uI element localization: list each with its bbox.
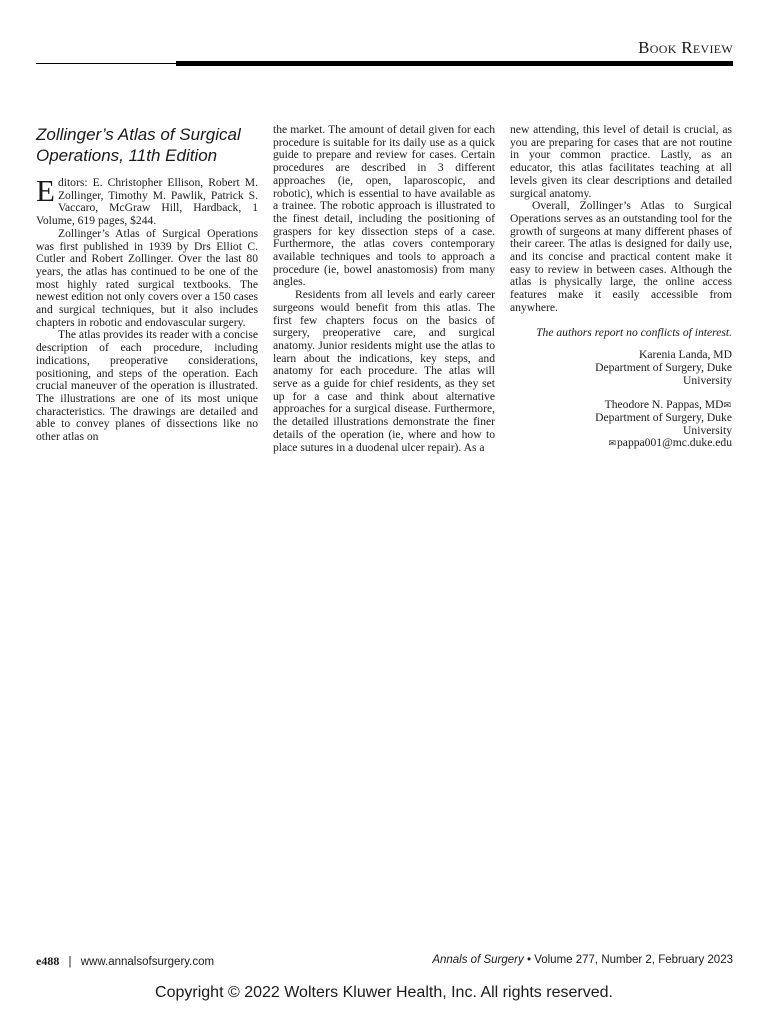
author-2 bbox=[510, 399, 732, 450]
footer-bullet: • bbox=[526, 954, 531, 966]
author-1 bbox=[510, 349, 732, 387]
column-3 bbox=[510, 124, 732, 450]
editors-paragraph bbox=[36, 173, 258, 228]
journal-name: Annals of Surgery bbox=[432, 954, 524, 966]
column-1 bbox=[36, 124, 258, 444]
paragraph-description-continued: the market. The amount of detail given for each procedure is suitable for its daily use as a quick guide to prepare and review for cases. Certain procedures are described in 3 different approaches (ie, open, laparoscopic, and robotic), which is essential to have available as a trainee. The robotic approach is illustrated to the finest detail, including the positioning of graspers for key dissection steps of a case. Furthermore, the atlas covers contemporary available techniques and tools to approach a procedure (ie, bowel anastomosis) from many angles. bbox=[273, 123, 495, 289]
paragraph-history: Zollinger’s Atlas of Surgical Operations was first published in 1939 by Drs Elliot C. Cutler and Robert Zollinger. Over the last 80 years, the atlas has continued to be one of the most highly rated surgical textbooks. The newest edition not only covers over a 150 cases and surgical techniques, but it also includes chapters in robotic and endovascular surgery. bbox=[36, 226, 258, 329]
author-institution: University bbox=[683, 373, 732, 387]
page-number: e488 bbox=[36, 954, 60, 968]
author-department: Department of Surgery, Duke bbox=[595, 360, 732, 374]
header-thick-rule bbox=[176, 61, 733, 66]
column-2 bbox=[273, 124, 495, 454]
footer-right bbox=[432, 954, 733, 966]
dropcap: E bbox=[36, 173, 55, 208]
book-title-line-2: Operations, 11th Edition bbox=[36, 146, 218, 165]
author-institution: University bbox=[683, 423, 732, 437]
envelope-icon: ✉ bbox=[608, 438, 616, 449]
book-title bbox=[36, 124, 258, 166]
author-department: Department of Surgery, Duke bbox=[595, 411, 732, 425]
paragraph-description: The atlas provides its reader with a concise description of each procedure, including indications, preoperative considerations, positioning, and steps of the operation. Each crucial maneuver of the operation is illustrated. The illustrations are one of its most unique characteristics. The drawings are detailed and able to convey planes of dissections like no other atlas on bbox=[36, 328, 258, 444]
author-name: Theodore N. Pappas, MD bbox=[604, 398, 724, 412]
footer-separator: | bbox=[68, 956, 72, 968]
author-name: Karenia Landa, MD bbox=[638, 348, 732, 362]
section-header: Book Review bbox=[638, 38, 733, 57]
website-link[interactable]: www.annalsofsurgery.com bbox=[80, 956, 215, 968]
paragraph-conclusion: Overall, Zollinger’s Atlas to Surgical Operations serves as an outstanding tool for the growth of surgeons at many different phases of their career. The atlas is designed for daily use, and its concise and practical content make it easy to review in between cases. Although the atlas is physically large, the online access features make it easily accessible from anywhere. bbox=[510, 199, 732, 314]
book-title-line-1: Zollinger’s Atlas of Surgical bbox=[36, 125, 241, 144]
paragraph-residents-continued: new attending, this level of detail is crucial, as you are preparing for cases that are not routine in your common practice. Lastly, as an educator, this atlas facilitates teaching at all levels given its clear descriptions and detailed surgical anatomy. bbox=[510, 123, 732, 200]
footer-left bbox=[36, 954, 214, 969]
author-email[interactable]: pappa001@mc.duke.edu bbox=[617, 436, 732, 450]
copyright-notice: Copyright © 2022 Wolters Kluwer Health, Inc. All rights reserved. bbox=[155, 984, 613, 1001]
conflict-disclosure: The authors report no conflicts of interest. bbox=[536, 325, 732, 339]
envelope-icon: ✉ bbox=[723, 400, 731, 411]
issue-info: Volume 277, Number 2, February 2023 bbox=[534, 954, 733, 966]
editors-text: ditors: E. Christopher Ellison, Robert M. Zollinger, Timothy M. Pawlik, Patrick S. Vaccaro, McGraw Hill, Hardback, 1 Volume, 619 pages, $244. bbox=[36, 176, 258, 228]
paragraph-residents: Residents from all levels and early career surgeons would benefit from this atlas. The first few chapters focus on the basics of surgery, preoperative care, and surgical anatomy. Junior residents might use the atlas to learn about the indications, key steps, and anatomy for each procedure. The atlas will serve as a guide for chief residents, as they set up for a case and think about alternative approaches for a surgical disease. Furthermore, the detailed illustrations demonstrate the finer details of the operation (ie, where and how to place sutures in a duodenal ulcer repair). As a bbox=[273, 288, 495, 454]
